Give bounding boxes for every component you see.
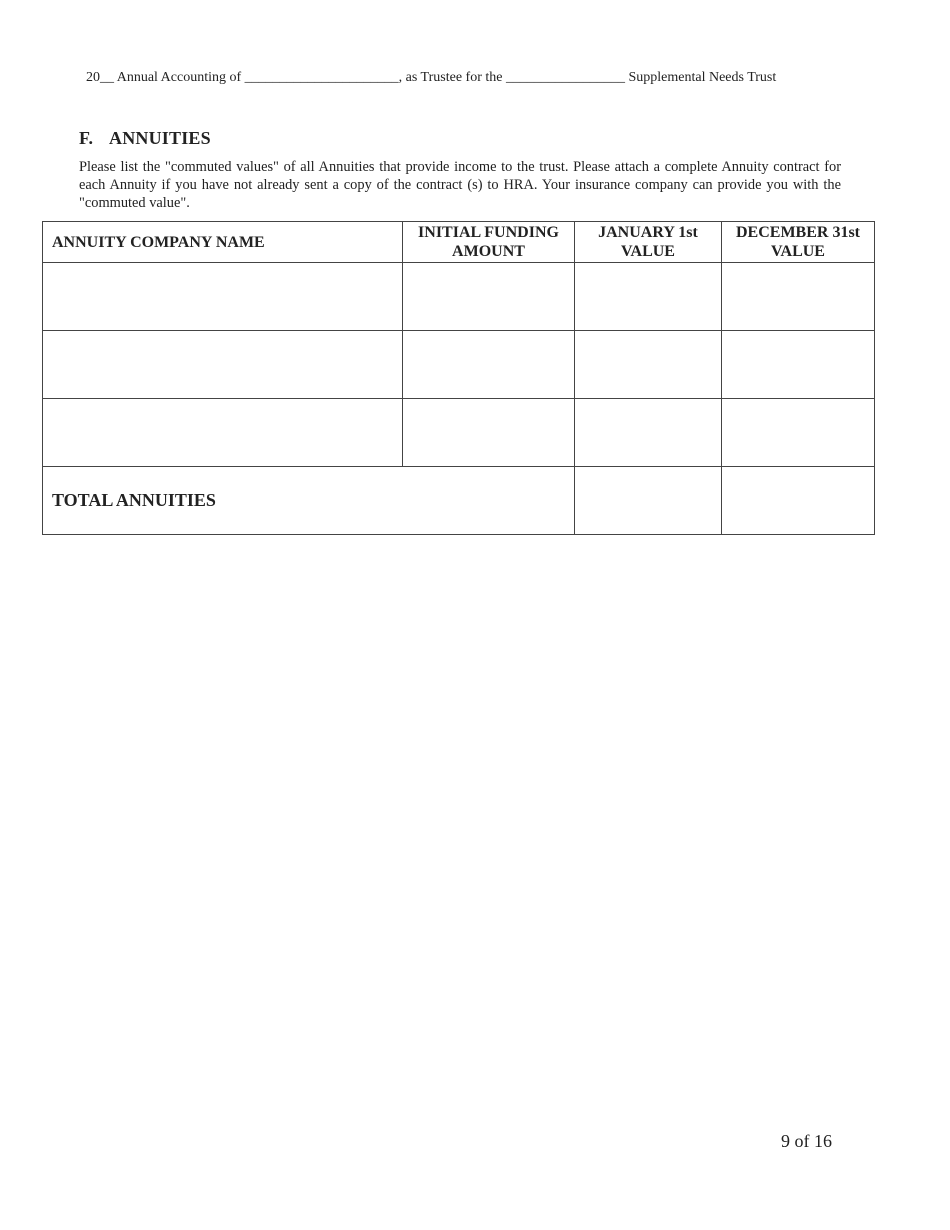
- section-title: [79, 128, 211, 149]
- total-annuities-label: TOTAL ANNUITIES: [43, 467, 575, 535]
- company-name-cell[interactable]: [43, 263, 403, 331]
- total-december-value-cell[interactable]: [722, 467, 875, 535]
- column-header-label: JANUARY 1st: [598, 224, 698, 241]
- initial-funding-cell[interactable]: [403, 399, 575, 467]
- total-row: [43, 467, 875, 535]
- december-value-cell[interactable]: [722, 331, 875, 399]
- december-value-cell[interactable]: [722, 399, 875, 467]
- column-header-company: [43, 222, 403, 263]
- column-header-label: INITIAL FUNDING: [418, 224, 559, 241]
- column-header-label: AMOUNT: [452, 243, 525, 260]
- table-row: [43, 331, 875, 399]
- table-row: [43, 399, 875, 467]
- column-header-label: VALUE: [771, 243, 825, 260]
- january-value-cell[interactable]: [575, 263, 722, 331]
- january-value-cell[interactable]: [575, 331, 722, 399]
- column-header-label: DECEMBER 31st: [735, 224, 860, 241]
- section-instructions: Please list the "commuted values" of all Annuities that provide income to the trust. Please attach a complete Annuity contract for each Annuity if you have not already sent a copy of the contract (s) to HRA. Your insurance company can provide you with the "commuted value".: [79, 159, 841, 211]
- total-january-value-cell[interactable]: [575, 467, 722, 535]
- column-header-january-value: [575, 222, 722, 263]
- section-letter: F.: [79, 128, 94, 148]
- column-header-label: ANNUITY COMPANY NAME: [52, 233, 265, 251]
- initial-funding-cell[interactable]: [403, 331, 575, 399]
- column-header-label: VALUE: [621, 243, 675, 260]
- section-title-text: ANNUITIES: [109, 128, 211, 148]
- page-number: 9 of 16: [781, 1131, 832, 1151]
- january-value-cell[interactable]: [575, 399, 722, 467]
- december-value-cell[interactable]: [722, 263, 875, 331]
- column-header-december-value: [722, 222, 875, 263]
- column-header-initial-funding: [403, 222, 575, 263]
- annuities-table: [42, 221, 875, 535]
- company-name-cell[interactable]: [43, 331, 403, 399]
- company-name-cell[interactable]: [43, 399, 403, 467]
- table-row: [43, 263, 875, 331]
- initial-funding-cell[interactable]: [403, 263, 575, 331]
- document-header: 20__ Annual Accounting of ______________________, as Trustee for the _________________ Supplemental Needs Trust: [86, 70, 777, 85]
- table-header-row: [43, 222, 875, 263]
